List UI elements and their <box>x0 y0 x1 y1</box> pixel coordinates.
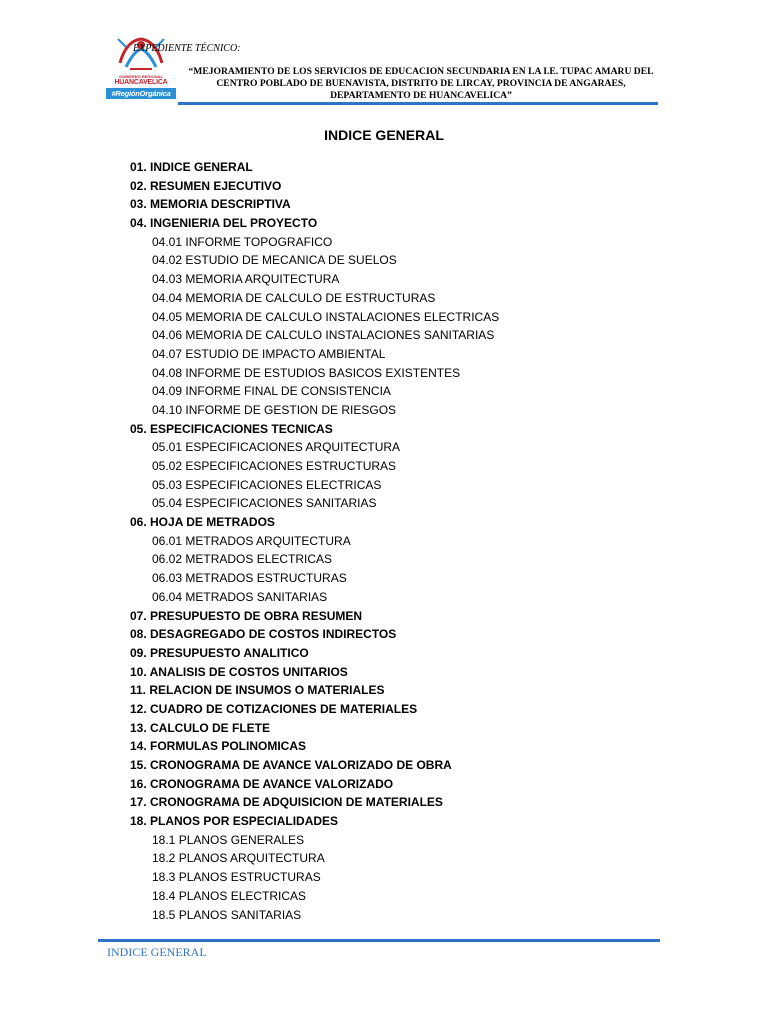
toc-subsection-item: 06.03 METRADOS ESTRUCTURAS <box>152 571 347 586</box>
footer-label: INDICE GENERAL <box>107 945 207 959</box>
toc-subsection-item: 04.08 INFORME DE ESTUDIOS BASICOS EXISTENTES <box>152 365 461 380</box>
logo-hashtag: #RegiónOrgánica <box>106 88 176 99</box>
toc-section-item: 07. PRESUPUESTO DE OBRA RESUMEN <box>130 608 363 623</box>
toc-section-item: 18. PLANOS POR ESPECIALIDADES <box>130 814 339 829</box>
toc-section-item: 01. INDICE GENERAL <box>130 160 253 174</box>
toc-subsection-item: 04.06 MEMORIA DE CALCULO INSTALACIONES SANITARIAS <box>152 328 495 343</box>
logo-caption: GOBIERNO REGIONAL <box>118 74 163 79</box>
footer-rule <box>98 939 660 942</box>
logo-region-name: HUANCAVELICA <box>114 79 168 86</box>
table-of-contents <box>130 158 690 924</box>
toc-section-item: 09. PRESUPUESTO ANALITICO <box>130 645 309 660</box>
toc-subsection-item: 04.07 ESTUDIO DE IMPACTO AMBIENTAL <box>152 346 386 361</box>
toc-subsection-item: 18.2 PLANOS ARQUITECTURA <box>152 851 325 866</box>
toc-subsection-item: 18.3 PLANOS ESTRUCTURAS <box>152 870 321 885</box>
regional-government-logo <box>106 31 176 101</box>
page-header <box>0 0 768 110</box>
toc-subsection-item: 05.03 ESPECIFICACIONES ELECTRICAS <box>152 477 382 492</box>
toc-section-item: 04. INGENIERIA DEL PROYECTO <box>130 216 318 231</box>
toc-subsection-item: 18.4 PLANOS ELECTRICAS <box>152 888 307 903</box>
toc-section-item: 15. CRONOGRAMA DE AVANCE VALORIZADO DE OBRA <box>130 758 452 772</box>
toc-section-item: 08. DESAGREGADO DE COSTOS INDIRECTOS <box>130 627 397 642</box>
toc-subsection-item: 04.03 MEMORIA ARQUITECTURA <box>152 272 340 287</box>
toc-subsection-item: 05.01 ESPECIFICACIONES ARQUITECTURA <box>152 440 401 455</box>
toc-section-item: 12. CUADRO DE COTIZACIONES DE MATERIALES <box>130 701 418 716</box>
toc-subsection-item: 04.01 INFORME TOPOGRAFICO <box>152 234 333 249</box>
toc-section-item: 06. HOJA DE METRADOS <box>130 515 275 530</box>
toc-subsection-item: 05.02 ESPECIFICACIONES ESTRUCTURAS <box>152 459 397 473</box>
toc-subsection-item: 18.1 PLANOS GENERALES <box>152 832 305 847</box>
toc-section-item: 16. CRONOGRAMA DE AVANCE VALORIZADO <box>130 776 394 791</box>
toc-subsection-item: 04.02 ESTUDIO DE MECANICA DE SUELOS <box>152 253 397 268</box>
toc-section-item: 11. RELACION DE INSUMOS O MATERIALES <box>130 683 385 698</box>
document-title: INDICE GENERAL <box>324 127 444 143</box>
toc-subsection-item: 04.05 MEMORIA DE CALCULO INSTALACIONES ELECTRICAS <box>152 309 500 324</box>
toc-section-item: 14. FORMULAS POLINOMICAS <box>130 739 307 754</box>
toc-section-item: 13. CALCULO DE FLETE <box>130 720 271 735</box>
toc-subsection-item: 04.04 MEMORIA DE CALCULO DE ESTRUCTURAS <box>152 290 436 305</box>
toc-section-item: 10. ANALISIS DE COSTOS UNITARIOS <box>130 664 348 679</box>
toc-subsection-item: 05.04 ESPECIFICACIONES SANITARIAS <box>152 496 377 511</box>
expediente-label: EXPEDIENTE TÉCNICO: <box>133 43 241 54</box>
toc-section-item: 03. MEMORIA DESCRIPTIVA <box>130 197 291 212</box>
toc-subsection-item: 04.10 INFORME DE GESTION DE RIESGOS <box>152 402 397 417</box>
toc-subsection-item: 04.09 INFORME FINAL DE CONSISTENCIA <box>152 384 391 399</box>
toc-section-item: 17. CRONOGRAMA DE ADQUISICION DE MATERIALES <box>130 795 443 810</box>
toc-subsection-item: 06.04 METRADOS SANITARIAS <box>152 589 328 604</box>
toc-subsection-item: 18.5 PLANOS SANITARIAS <box>152 907 302 922</box>
toc-section-item: 05. ESPECIFICACIONES TECNICAS <box>130 421 333 436</box>
toc-section-item: 02. RESUMEN EJECUTIVO <box>130 178 282 193</box>
toc-subsection-item: 06.01 METRADOS ARQUITECTURA <box>152 533 351 548</box>
header-rule <box>178 102 658 105</box>
toc-subsection-item: 06.02 METRADOS ELECTRICAS <box>152 552 333 567</box>
project-title: “MEJORAMIENTO DE LOS SERVICIOS DE EDUCACION SECUNDARIA EN LA I.E. TUPAC AMARU DEL CENTRO POBLADO DE BUENAVISTA, DISTRITO DE LIRCAY, PROVINCIA DE ANGARAES, DEPARTAMENTO DE HUANCAVELICA” <box>188 66 654 101</box>
